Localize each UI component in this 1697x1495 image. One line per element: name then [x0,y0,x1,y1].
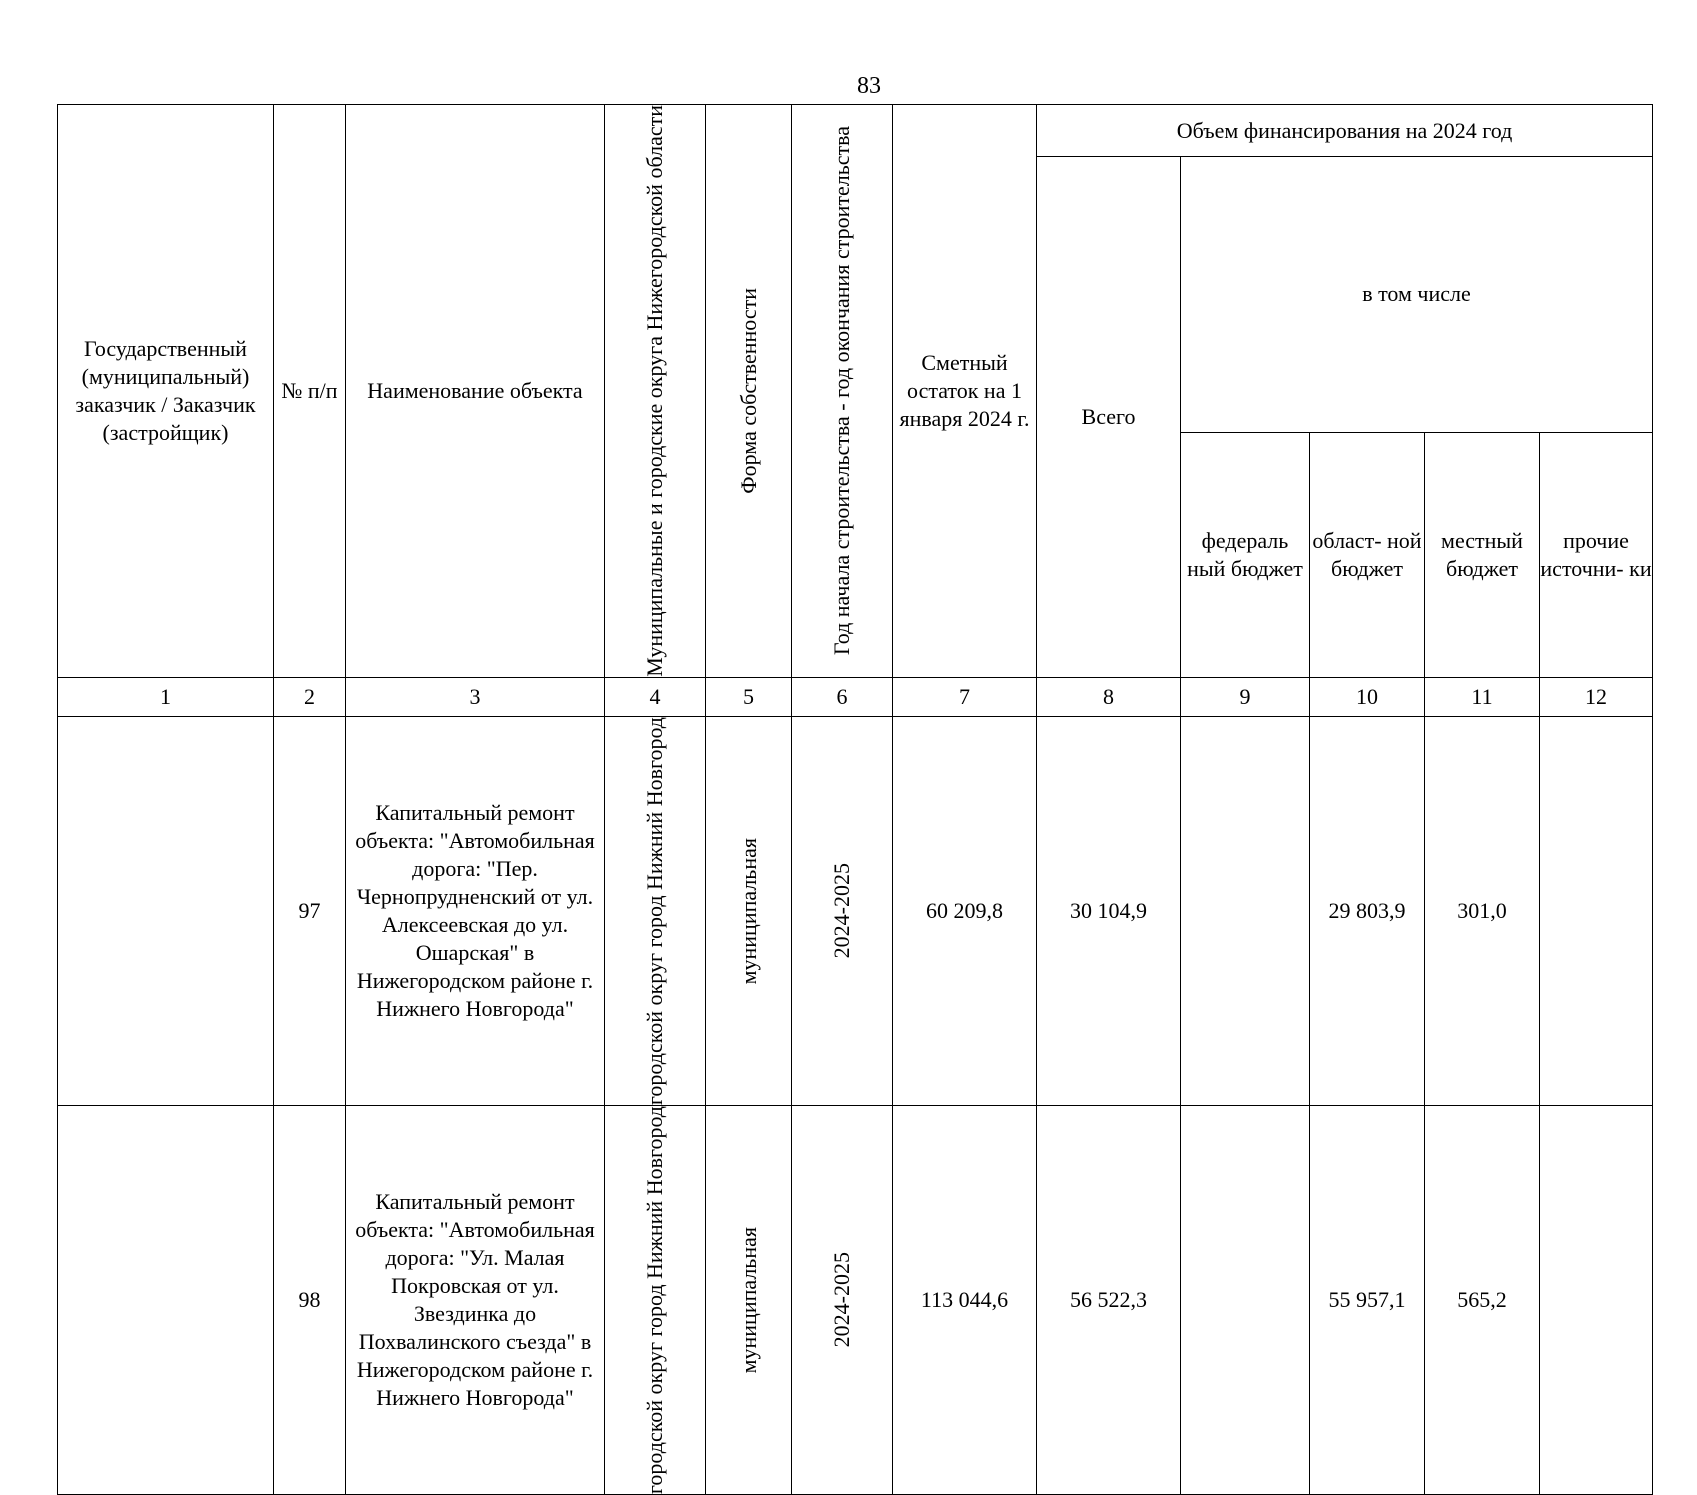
header-object-name: Наименование объекта [346,105,605,678]
column-number: 11 [1425,677,1540,716]
cell-estimate: 113 044,6 [893,1105,1037,1494]
header-years: Год начала строительства - год окончания строительства [792,105,893,678]
cell-other [1540,1105,1653,1494]
cell-federal [1181,716,1310,1105]
cell-ownership: муниципальная [706,1105,792,1494]
cell-total: 56 522,3 [1037,1105,1181,1494]
cell-other [1540,716,1653,1105]
cell-years: 2024-2025 [792,1105,893,1494]
cell-regional: 55 957,1 [1310,1105,1425,1494]
header-district: Муниципальные и городские округа Нижегородской области [605,105,706,678]
column-number: 6 [792,677,893,716]
header-local: местный бюджет [1425,432,1540,677]
column-number: 3 [346,677,605,716]
page-number: 83 [857,73,881,99]
header-ownership: Форма собственности [706,105,792,678]
table-row [58,1105,1653,1494]
header-federal: федераль ный бюджет [1181,432,1310,677]
cell-object-name: Капитальный ремонт объекта: "Автомобильная дорога: "Пер. Чернопрудненский от ул. Алексеевская до ул. Ошарская" в Нижегородском районе г. Нижнего Новгорода" [346,716,605,1105]
column-number: 10 [1310,677,1425,716]
header-total: Всего [1037,157,1181,678]
cell-number: 97 [274,716,346,1105]
cell-district: городской округ город Нижний Новгород [605,1105,706,1494]
header-customer: Государственный (муниципальный) заказчик / Заказчик (застройщик) [58,105,274,678]
cell-regional: 29 803,9 [1310,716,1425,1105]
cell-customer [58,716,274,1105]
header-including: в том числе [1181,157,1653,433]
cell-district: городской округ город Нижний Новгород [605,716,706,1105]
cell-local: 301,0 [1425,716,1540,1105]
column-numbers-row [58,677,1653,716]
column-number: 7 [893,677,1037,716]
column-number: 8 [1037,677,1181,716]
header-regional: област- ной бюджет [1310,432,1425,677]
cell-estimate: 60 209,8 [893,716,1037,1105]
cell-ownership: муниципальная [706,716,792,1105]
header-estimate: Сметный остаток на 1 января 2024 г. [893,105,1037,678]
table-row [58,716,1653,1105]
cell-object-name: Капитальный ремонт объекта: "Автомобильная дорога: "Ул. Малая Покровская от ул. Звездинка до Похвалинского съезда" в Нижегородском районе г. Нижнего Новгорода" [346,1105,605,1494]
cell-local: 565,2 [1425,1105,1540,1494]
cell-years: 2024-2025 [792,716,893,1105]
cell-number: 98 [274,1105,346,1494]
header-number: № п/п [274,105,346,678]
column-number: 12 [1540,677,1653,716]
header-other: прочие источни- ки [1540,432,1653,677]
column-number: 4 [605,677,706,716]
column-number: 5 [706,677,792,716]
column-number: 1 [58,677,274,716]
financing-table [57,104,1653,1495]
cell-federal [1181,1105,1310,1494]
column-number: 2 [274,677,346,716]
cell-customer [58,1105,274,1494]
column-number: 9 [1181,677,1310,716]
header-funding-title: Объем финансирования на 2024 год [1037,105,1653,157]
cell-total: 30 104,9 [1037,716,1181,1105]
